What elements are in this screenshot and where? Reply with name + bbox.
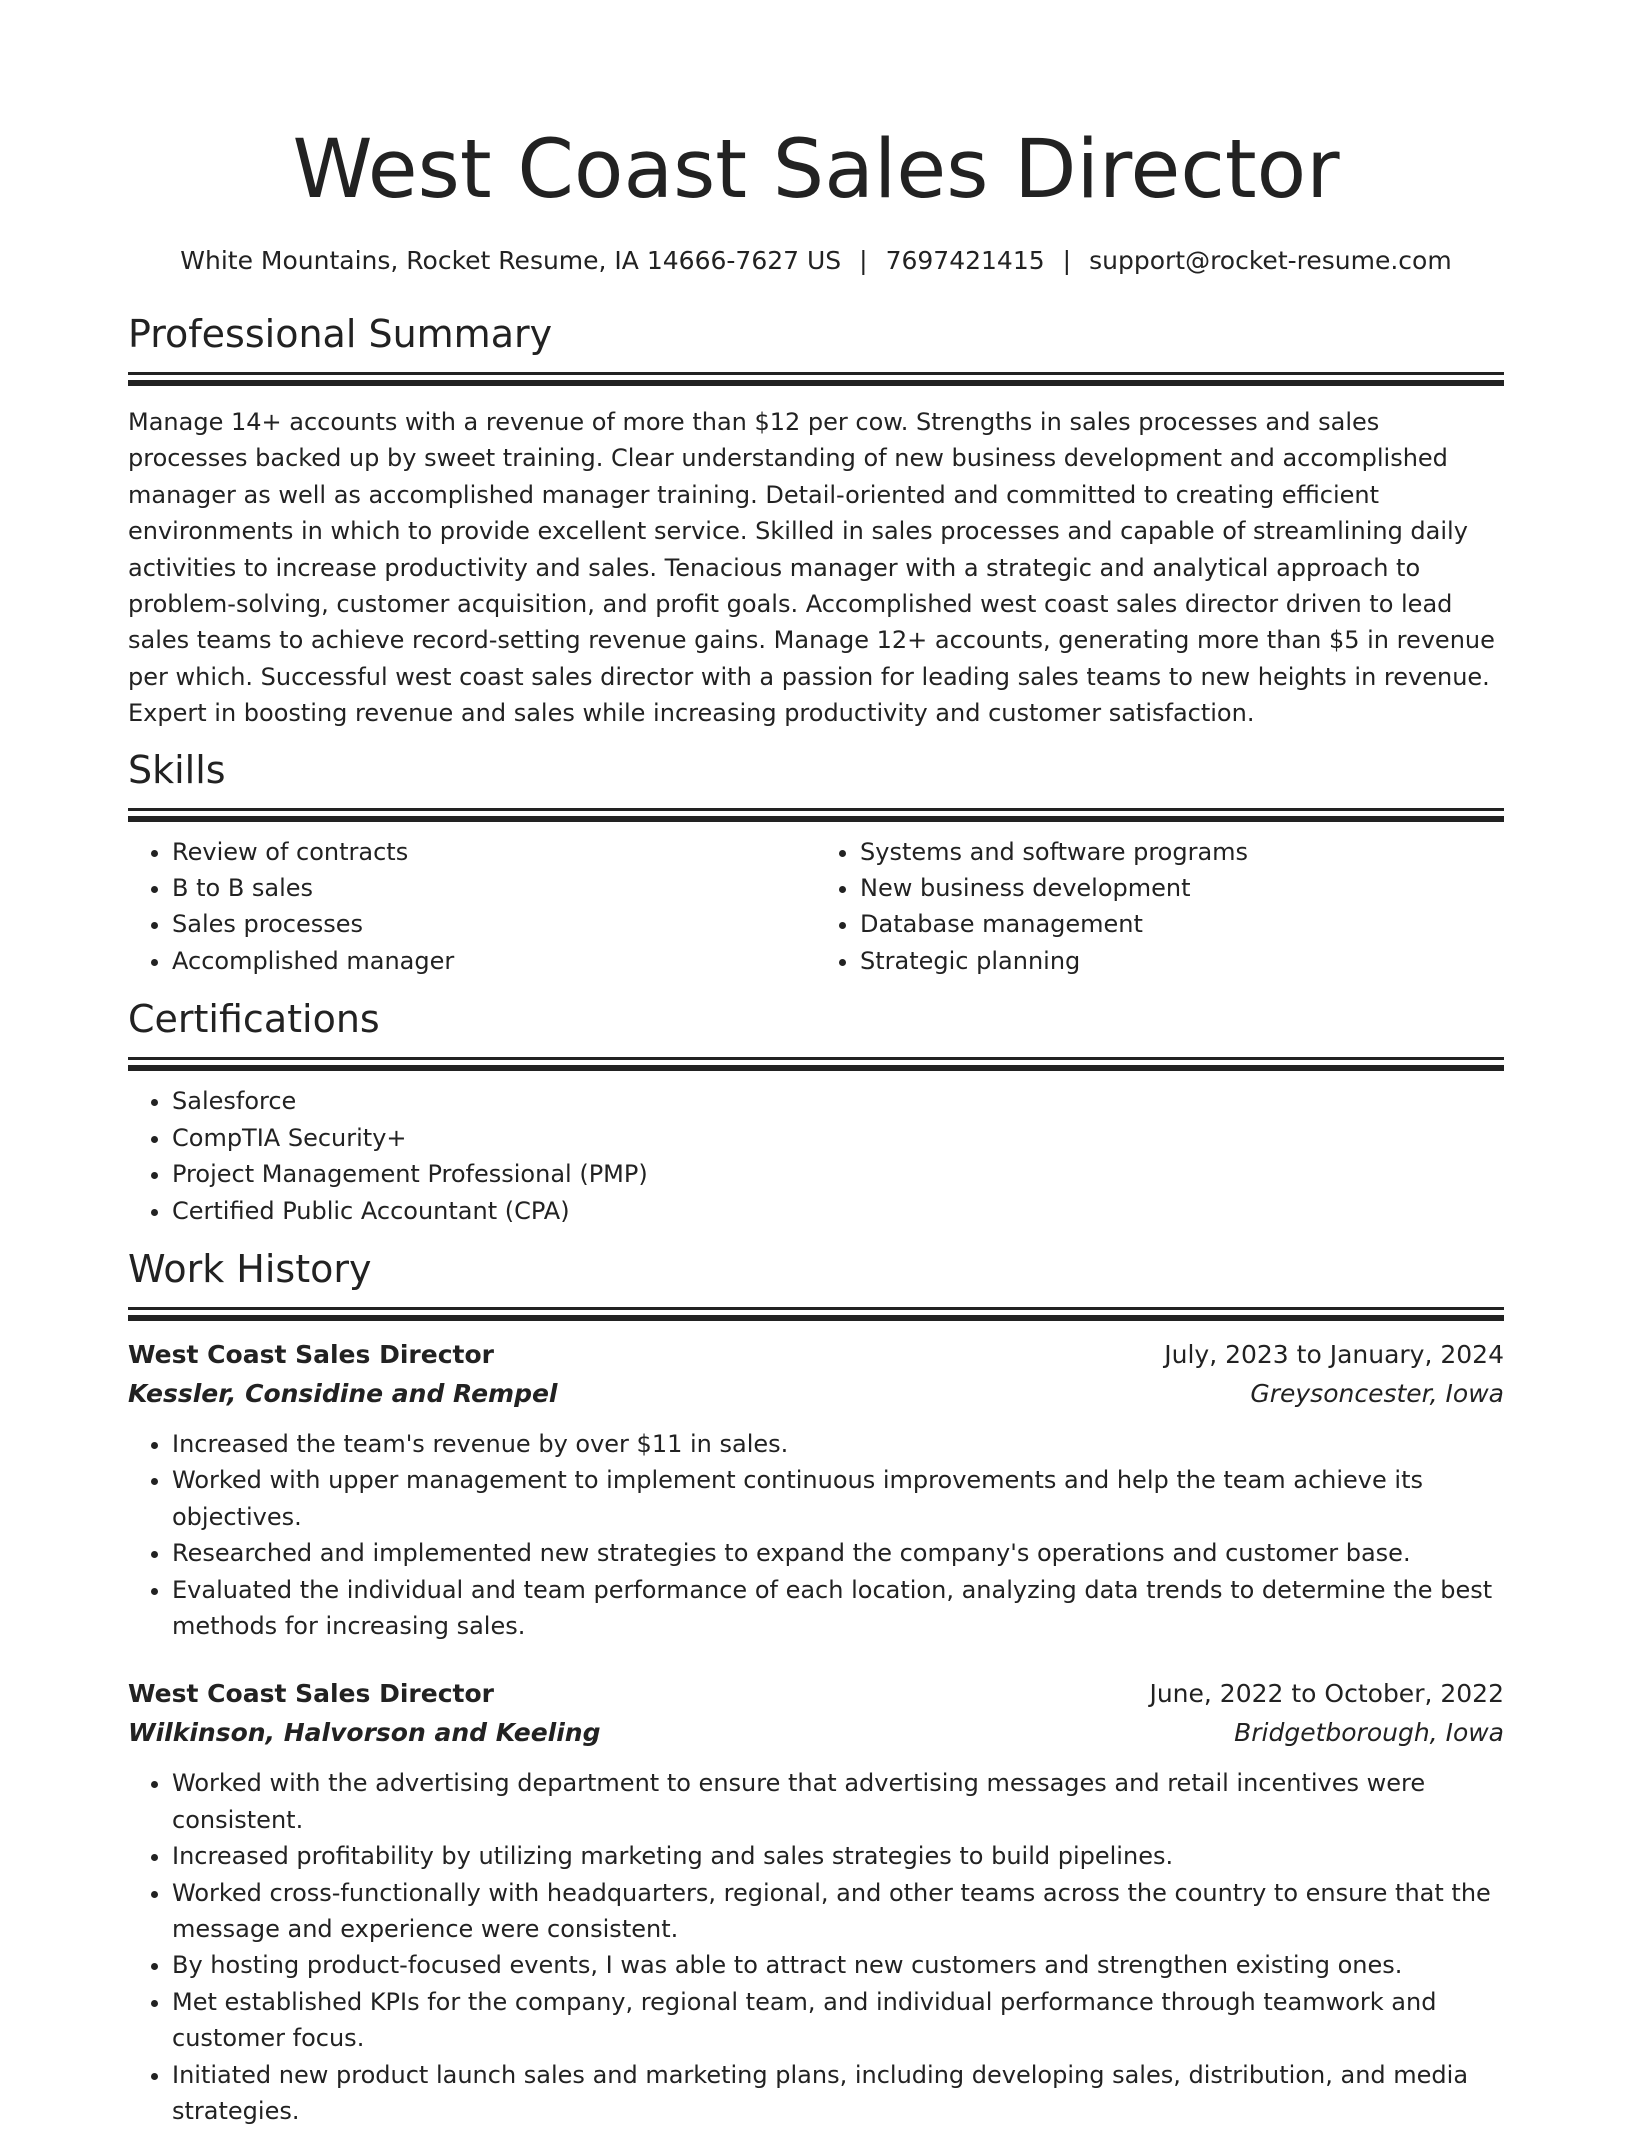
contact-separator: |	[1062, 246, 1072, 275]
job-bullet: • Increased the team's revenue by over $11 in sales.	[172, 1426, 1504, 1462]
job-title: West Coast Sales Director	[128, 1339, 494, 1369]
contact-separator: |	[859, 246, 868, 275]
job-location: Greysoncester, Iowa	[1250, 1378, 1504, 1408]
certification-item: • Project Management Professional (PMP)	[172, 1156, 1504, 1192]
job-header	[128, 1335, 1504, 1374]
certifications-list	[128, 1083, 1504, 1229]
job-bullet: • Worked with upper management to implement continuous improvements and help the team achieve its objectives.	[172, 1462, 1504, 1535]
section-divider	[128, 372, 1504, 386]
job-bullet: • Researched and implemented new strategies to expand the company's operations and customer base.	[172, 1535, 1504, 1571]
job-entry	[128, 1674, 1504, 2129]
certifications-section	[128, 995, 1504, 1229]
skill-item: • Sales processes	[172, 906, 816, 942]
summary-text: Manage 14+ accounts with a revenue of more than $12 per cow. Strengths in sales processes and sales processes backed up by sweet training. Clear understanding of new business development and accomplished manager as well as accomplished manager training. Detail-oriented and committed to creating efficient environments in which to provide excellent service. Skilled in sales processes and capable of streamlining daily activities to increase productivity and sales. Tenacious manager with a strategic and analytical approach to problem-solving, customer acquisition, and profit goals. Accomplished west coast sales director driven to lead sales teams to achieve record-setting revenue gains. Manage 12+ accounts, generating more than $5 in revenue per which. Successful west coast sales director with a passion for leading sales teams to new heights in revenue. Expert in boosting revenue and sales while increasing productivity and customer satisfaction.	[128, 408, 1495, 728]
skills-list	[128, 834, 1504, 980]
section-divider	[128, 1057, 1504, 1071]
resume-page	[128, 0, 1504, 2129]
skill-item: • Strategic planning	[860, 943, 1504, 979]
job-bullet: • Worked with the advertising department to ensure that advertising messages and retail incentives were consistent.	[172, 1765, 1504, 1838]
summary-section	[128, 310, 1504, 732]
skills-section	[128, 746, 1504, 980]
job-company: Kessler, Considine and Rempel	[128, 1378, 558, 1408]
contact-phone: 7697421415	[885, 246, 1045, 275]
certification-item: • Certified Public Accountant (CPA)	[172, 1193, 1504, 1229]
section-title: Work History	[128, 1246, 372, 1291]
resume-name: West Coast Sales Director	[292, 123, 1340, 217]
job-dates: July, 2023 to January, 2024	[1164, 1339, 1504, 1369]
job-bullet: • By hosting product-focused events, I was able to attract new customers and strengthen existing ones.	[172, 1947, 1504, 1983]
job-title: West Coast Sales Director	[128, 1679, 494, 1709]
job-company: Wilkinson, Halvorson and Keeling	[128, 1718, 601, 1748]
section-title: Skills	[128, 747, 226, 792]
job-bullet: • Increased profitability by utilizing marketing and sales strategies to build pipelines.	[172, 1838, 1504, 1874]
certification-item: • Salesforce	[172, 1083, 1504, 1119]
contact-email: support@rocket-resume.com	[1089, 246, 1452, 275]
job-entry	[128, 1335, 1504, 1644]
skills-column-right	[816, 834, 1504, 980]
job-dates: June, 2022 to October, 2022	[1149, 1679, 1504, 1709]
job-bullets	[128, 1765, 1504, 2129]
skill-item: • Database management	[860, 906, 1504, 942]
job-subheader	[128, 1713, 1504, 1752]
section-divider	[128, 808, 1504, 822]
skill-item: • B to B sales	[172, 870, 816, 906]
certification-item: • CompTIA Security+	[172, 1120, 1504, 1156]
skill-item: • New business development	[860, 870, 1504, 906]
section-title: Certifications	[128, 997, 380, 1042]
contact-line	[128, 244, 1504, 278]
contact-address: White Mountains, Rocket Resume, IA 14666-7627 US	[180, 246, 842, 275]
section-title: Professional Summary	[128, 312, 553, 356]
job-header	[128, 1674, 1504, 1713]
job-bullet: • Initiated new product launch sales and marketing plans, including developing sales, distribution, and media strategies.	[172, 2057, 1504, 2129]
job-bullet: • Worked cross-functionally with headquarters, regional, and other teams across the country to ensure that the message and experience were consistent.	[172, 1875, 1504, 1948]
section-divider	[128, 1307, 1504, 1321]
job-bullet: • Met established KPIs for the company, regional team, and individual performance through teamwork and customer focus.	[172, 1984, 1504, 2057]
job-subheader	[128, 1374, 1504, 1413]
job-bullet: • Evaluated the individual and team performance of each location, analyzing data trends to determine the best methods for increasing sales.	[172, 1572, 1504, 1645]
job-location: Bridgetborough, Iowa	[1234, 1718, 1504, 1748]
skill-item: • Systems and software programs	[860, 834, 1504, 870]
skill-item: • Accomplished manager	[172, 943, 816, 979]
skills-column-left	[128, 834, 816, 980]
job-bullets	[128, 1426, 1504, 1644]
skill-item: • Review of contracts	[172, 834, 816, 870]
work-history-section	[128, 1245, 1504, 2129]
